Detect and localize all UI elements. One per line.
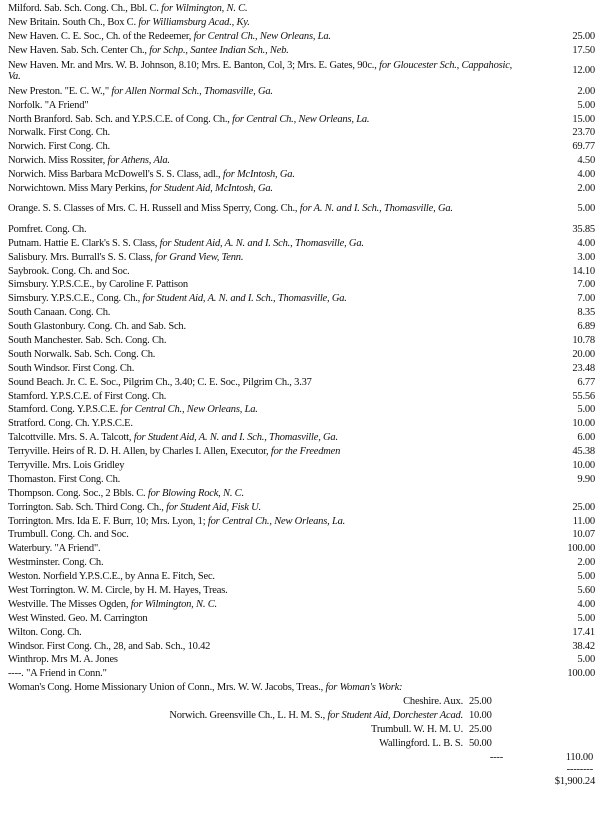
entry-text: First Cong. Ch. [58, 473, 121, 485]
entry-text: "A Friend" [44, 99, 89, 111]
entries-list [8, 2, 595, 681]
entry-text: "A Friend in Conn." [26, 668, 107, 680]
entry-place: Saybrook. [8, 265, 50, 277]
entry-text: Cong. Ch. [62, 557, 104, 569]
entry-text: "A Friend". [54, 543, 101, 555]
entry-text: Geo. M. Carrington [68, 612, 148, 624]
entry-row [8, 375, 595, 389]
entry-row [8, 501, 595, 515]
entry-row [8, 570, 595, 584]
entry-place: Stratford. [8, 418, 46, 430]
entry-place: New Haven. [8, 44, 59, 56]
entry-text: Miss Rossiter, [48, 155, 106, 167]
entry-place: Pomfret. [8, 223, 43, 235]
entry-place: Waterbury. [8, 543, 52, 555]
entry-note: for McIntosh, Ga. [222, 169, 295, 181]
entry-row [8, 431, 595, 445]
entry-row [8, 223, 595, 237]
entry-text: Cong. Ch. [69, 307, 111, 319]
entry-place: South Manchester. [8, 335, 83, 346]
entry-text: Cong. Ch. Y.P.S.C.E. [48, 418, 133, 430]
union-heading [8, 681, 595, 695]
entry-place: South Glastonbury. [8, 321, 86, 333]
entry-place: Simsbury. [8, 279, 49, 291]
entry-note: for Grand View, Tenn. [155, 251, 244, 263]
entry-amount: 5.00 [577, 571, 595, 583]
entry-amount: 20.00 [572, 348, 595, 360]
entry-place: Thomaston. [8, 473, 56, 485]
entry-note: for Student Aid, A. N. and I. Sch., Thomasville, Ga. [159, 237, 364, 249]
entry-place: Putnam. [8, 237, 42, 249]
entry-place: North Branford. [8, 113, 73, 125]
entry-amount: 17.50 [572, 44, 595, 56]
entry-note: for Athens, Ala. [107, 155, 170, 167]
entry-row [8, 626, 595, 640]
entry-text: Sab. Sch. Third Cong. Ch., [55, 501, 164, 513]
entry-place: Salisbury. [8, 251, 48, 263]
entry-note: for A. N. and I. Sch., Thomasville, Ga. [299, 203, 453, 215]
entry-row [8, 320, 595, 334]
entry-amount: 7.00 [577, 279, 595, 291]
entry-place: Terryville. [8, 460, 50, 472]
entry-amount: 3.00 [577, 251, 595, 263]
entry-row [8, 182, 595, 196]
entry-row [8, 389, 595, 403]
entry-place: South Norwalk. [8, 348, 72, 360]
entry-text: Sab. Sch. Center Ch., [60, 44, 147, 56]
entry-row [8, 16, 595, 30]
entry-amount: 38.42 [572, 640, 595, 652]
entry-row [8, 403, 595, 417]
entry-place: New Britain. [8, 17, 60, 29]
entry-row [8, 445, 595, 459]
entry-place: Thompson. [8, 487, 54, 499]
entry-place: Norwich. [8, 141, 46, 153]
union-item-row [8, 737, 595, 751]
entry-row [8, 459, 595, 473]
entry-note: for Student Aid, A. N. and I. Sch., Thomasville, Ga. [133, 432, 338, 444]
entry-amount: 69.77 [572, 141, 595, 153]
entry-place: ----. [8, 668, 24, 680]
entry-text: S. S. Classes of Mrs. C. H. Russell and Miss Sperry, Cong. Ch., [42, 203, 298, 215]
entry-row [8, 278, 595, 292]
entry-text: Cong. Soc., 2 Bbls. C. [56, 487, 146, 499]
entry-text: Norfield Y.P.S.C.E., by Anna E. Fitch, Sec. [42, 571, 215, 583]
entry-place: Stamford. [8, 404, 48, 416]
entry-text: Mr. and Mrs. W. B. Johnson, 8.10; Mrs. E. Banton, Col, 3; Mrs. E. Gates, 90c., [60, 59, 377, 71]
entry-row [8, 44, 595, 58]
entry-amount: 55.56 [572, 390, 595, 402]
entry-row [8, 667, 595, 681]
subtotal-dash: ---- [489, 751, 503, 763]
entry-place: Norwich. [8, 169, 46, 181]
entry-amount: 6.00 [577, 432, 595, 444]
entry-amount: 45.38 [572, 446, 595, 458]
entry-amount: 11.00 [572, 515, 595, 527]
entry-row [8, 292, 595, 306]
entry-note: for Allen Normal Sch., Thomasville, Ga. [111, 85, 273, 97]
entry-text: Cong. Ch. and Soc. [51, 265, 130, 277]
entry-row [8, 250, 595, 264]
entry-row [8, 58, 595, 85]
entry-amount: 25.00 [572, 30, 595, 42]
union-item-note: for Student Aid, Dorchester Acad. [327, 710, 463, 722]
entry-row [8, 112, 595, 126]
union-subtotal-row [8, 751, 595, 765]
entry-text: Sab. Sch. Cong. Ch. [85, 335, 167, 346]
entry-text: South Ch., Box C. [62, 17, 136, 29]
entry-text: First Cong. Ch., 28, and Sab. Sch., 10.42 [46, 640, 211, 652]
entry-amount: 4.00 [577, 598, 595, 610]
entry-row [8, 264, 595, 278]
entry-text: Hattie E. Clark's S. S. Class, [43, 237, 158, 249]
entry-place: Torrington. [8, 501, 54, 513]
entry-text: Sab. Sch. Cong. Ch. [74, 348, 156, 360]
entry-row [8, 85, 595, 99]
union-text: Woman's Cong. Home Missionary Union of Conn., Mrs. W. W. Jacobs, Treas., [8, 682, 324, 694]
entry-amount: 10.07 [572, 529, 595, 541]
entry-row [8, 154, 595, 168]
entry-amount: 5.00 [577, 99, 595, 111]
entry-amount: 4.50 [577, 155, 595, 167]
entry-amount: 2.00 [577, 182, 595, 194]
entry-note: for Student Aid, McIntosh, Ga. [149, 182, 273, 194]
entry-note: for Central Ch., New Orleans, La. [232, 113, 370, 125]
entry-place: Wilton. [8, 626, 38, 638]
entry-note: for Williamsburg Acad., Ky. [138, 17, 250, 29]
entry-note: for Student Aid, Fisk U. [166, 501, 261, 513]
entry-note: for Blowing Rock, N. C. [147, 487, 244, 499]
entry-row [8, 514, 595, 528]
entry-text: Cong. Ch. [45, 223, 87, 235]
entry-amount: 9.90 [577, 473, 595, 485]
entry-place: Windsor. [8, 640, 45, 652]
entry-place: Westville. [8, 598, 49, 610]
entry-row [8, 306, 595, 320]
entry-row [8, 126, 595, 140]
entry-place: Torrington. [8, 515, 54, 527]
entry-row [8, 362, 595, 376]
entry-place: Weston. [8, 571, 41, 583]
union-item-label: Trumbull. W. H. M. U. [371, 723, 463, 735]
entry-text: Heirs of R. D. H. Allen, by Charles I. Allen, Executor, [52, 446, 269, 458]
entry-note: for Central Ch., New Orleans, La. [207, 515, 346, 527]
entry-place: Westminster. [8, 557, 60, 569]
entry-amount: 35.85 [572, 223, 595, 235]
entry-row [8, 584, 595, 598]
separator: -------- [566, 764, 593, 776]
entry-note: for Schp., Santee Indian Sch., Neb. [149, 44, 289, 56]
entry-amount: 2.00 [577, 85, 595, 97]
entry-row [8, 2, 595, 16]
entry-amount: 5.60 [577, 585, 595, 597]
entry-note: for Student Aid, A. N. and I. Sch., Thomasville, Ga. [142, 293, 347, 305]
entry-row [8, 639, 595, 653]
entry-note: for Gloucester Sch., Cappahosic, Va. [8, 59, 513, 83]
entry-row [8, 612, 595, 626]
union-item-amount: 25.00 [469, 696, 492, 708]
entry-text: Y.P.S.C.E., Cong. Ch., [50, 293, 141, 305]
entry-text: Jr. C. E. Soc., Pilgrim Ch., 3.40; C. E. Soc., Pilgrim Ch., 3.37 [66, 376, 312, 388]
entry-place: Orange. [8, 203, 41, 215]
entry-text: The Misses Ogden, [50, 598, 129, 610]
entry-place: Talcottville. [8, 432, 56, 444]
entry-place: Terryville. [8, 446, 50, 458]
entry-text: Sab. Sch. Cong. Ch., Bbl. C. [44, 3, 159, 15]
entry-place: Norfolk. [8, 99, 43, 111]
entry-place: Norwichtown. [8, 182, 66, 194]
entry-text: Y.P.S.C.E., by Caroline F. Pattison [50, 279, 188, 291]
entry-text: First Cong. Ch. [72, 362, 135, 374]
entry-amount: 6.89 [577, 321, 595, 333]
entry-amount: 4.00 [577, 237, 595, 249]
subtotal-amount: 110.00 [565, 751, 593, 763]
entry-amount: 2.00 [577, 557, 595, 569]
entry-amount: 6.77 [577, 376, 595, 388]
grand-total: $1,900.24 [554, 776, 595, 788]
entry-place: West Winsted. [8, 612, 66, 624]
union-item-amount: 25.00 [469, 723, 492, 735]
entry-text: Mrs M. A. Jones [51, 654, 118, 666]
entry-amount: 14.10 [572, 265, 595, 277]
entry-text: Mrs. Lois Gridley [52, 460, 125, 472]
entry-amount: 5.00 [577, 612, 595, 624]
union-item-row [8, 709, 595, 723]
entry-text: Miss Mary Perkins, [68, 182, 148, 194]
entry-amount: 17.41 [572, 626, 595, 638]
entry-place: New Haven. [8, 59, 59, 71]
union-item-row [8, 723, 595, 737]
entry-text: Cong. Ch. and Soc. [50, 529, 129, 541]
entry-amount: 15.00 [572, 113, 595, 125]
entry-text: C. E. Soc., Ch. of the Redeemer, [60, 30, 192, 42]
entry-amount: 25.00 [572, 501, 595, 513]
entry-row [8, 196, 595, 223]
entry-amount: 100.00 [567, 543, 595, 555]
entry-place: South Canaan. [8, 307, 67, 319]
entry-text: First Cong. Ch. [48, 141, 110, 153]
entry-row [8, 168, 595, 182]
entry-row [8, 542, 595, 556]
entry-amount: 10.78 [572, 335, 595, 346]
entry-row [8, 237, 595, 251]
entry-amount: 12.00 [572, 65, 595, 77]
entry-row [8, 653, 595, 667]
entry-row [8, 473, 595, 487]
entry-amount: 4.00 [577, 169, 595, 181]
entry-text: W. M. Circle, by H. M. Hayes, Treas. [77, 585, 228, 597]
entry-row [8, 98, 595, 112]
separator-row [8, 764, 595, 776]
union-note: for Woman's Work: [325, 682, 403, 694]
entry-amount: 23.70 [572, 127, 595, 139]
entry-text: Cong. Ch. and Sab. Sch. [87, 321, 186, 333]
entry-amount: 5.00 [577, 203, 595, 215]
entry-place: Norwich. [8, 155, 46, 167]
entry-amount: 23.48 [572, 362, 595, 374]
entry-text: Cong. Y.P.S.C.E. [50, 404, 119, 416]
entry-text: "E. C. W.," [64, 85, 109, 97]
entry-place: Sound Beach. [8, 376, 64, 388]
entry-amount: 8.35 [577, 307, 595, 319]
entry-row [8, 556, 595, 570]
entry-place: South Windsor. [8, 362, 70, 374]
entry-row [8, 598, 595, 612]
entry-note: for Central Ch., New Orleans, La. [193, 30, 331, 42]
entry-row [8, 417, 595, 431]
entry-text: Mrs. S. A. Talcott, [58, 432, 132, 444]
entry-note: for Wilmington, N. C. [161, 3, 248, 15]
entry-note: for the Freedmen [270, 446, 341, 458]
entry-place: New Preston. [8, 85, 63, 97]
entry-amount: 5.00 [577, 404, 595, 416]
entry-row [8, 140, 595, 154]
entry-row [8, 528, 595, 542]
entry-note: for Central Ch., New Orleans, La. [120, 404, 258, 416]
entry-place: Norwalk. [8, 127, 46, 139]
entry-place: Winthrop. [8, 654, 49, 666]
entry-place: New Haven. [8, 30, 59, 42]
entry-amount: 100.00 [567, 668, 595, 680]
entry-place: Trumbull. [8, 529, 49, 541]
entry-text: Sab. Sch. and Y.P.S.C.E. of Cong. Ch., [75, 113, 230, 125]
entry-text: Mrs. Ida E. F. Burr, 10; Mrs. Lyon, 1; [55, 515, 206, 527]
entry-amount: 10.00 [572, 460, 595, 472]
entry-text: Cong. Ch. [40, 626, 82, 638]
union-item-label: Norwich. Greensville Ch., L. H. M. S., [169, 710, 326, 722]
entry-amount: 7.00 [577, 293, 595, 305]
entry-note: for Wilmington, N. C. [130, 598, 217, 610]
entry-place: West Torrington. [8, 585, 76, 597]
entry-row [8, 348, 595, 362]
entry-row [8, 30, 595, 44]
union-item-amount: 50.00 [469, 737, 492, 749]
entry-place: Simsbury. [8, 293, 49, 305]
entry-text: Miss Barbara McDowell's S. S. Class, adl., [48, 169, 221, 181]
entry-place: Stamford. [8, 390, 48, 402]
grand-total-row [8, 776, 595, 790]
entry-text: Mrs. Burrall's S. S. Class, [50, 251, 153, 263]
union-item-label: Wallingford. L. B. S. [379, 737, 463, 749]
entry-row [8, 334, 595, 348]
union-item-label: Cheshire. Aux. [403, 696, 463, 708]
entry-amount: 5.00 [577, 654, 595, 666]
entry-text: First Cong. Ch. [48, 127, 110, 139]
entry-place: Milford. [8, 3, 42, 15]
entry-amount: 10.00 [572, 418, 595, 430]
entry-text: Y.P.S.C.E. of First Cong. Ch. [49, 390, 167, 402]
union-items-list [8, 695, 595, 751]
union-item-amount: 10.00 [469, 710, 492, 722]
entry-row [8, 487, 595, 501]
union-item-row [8, 695, 595, 709]
